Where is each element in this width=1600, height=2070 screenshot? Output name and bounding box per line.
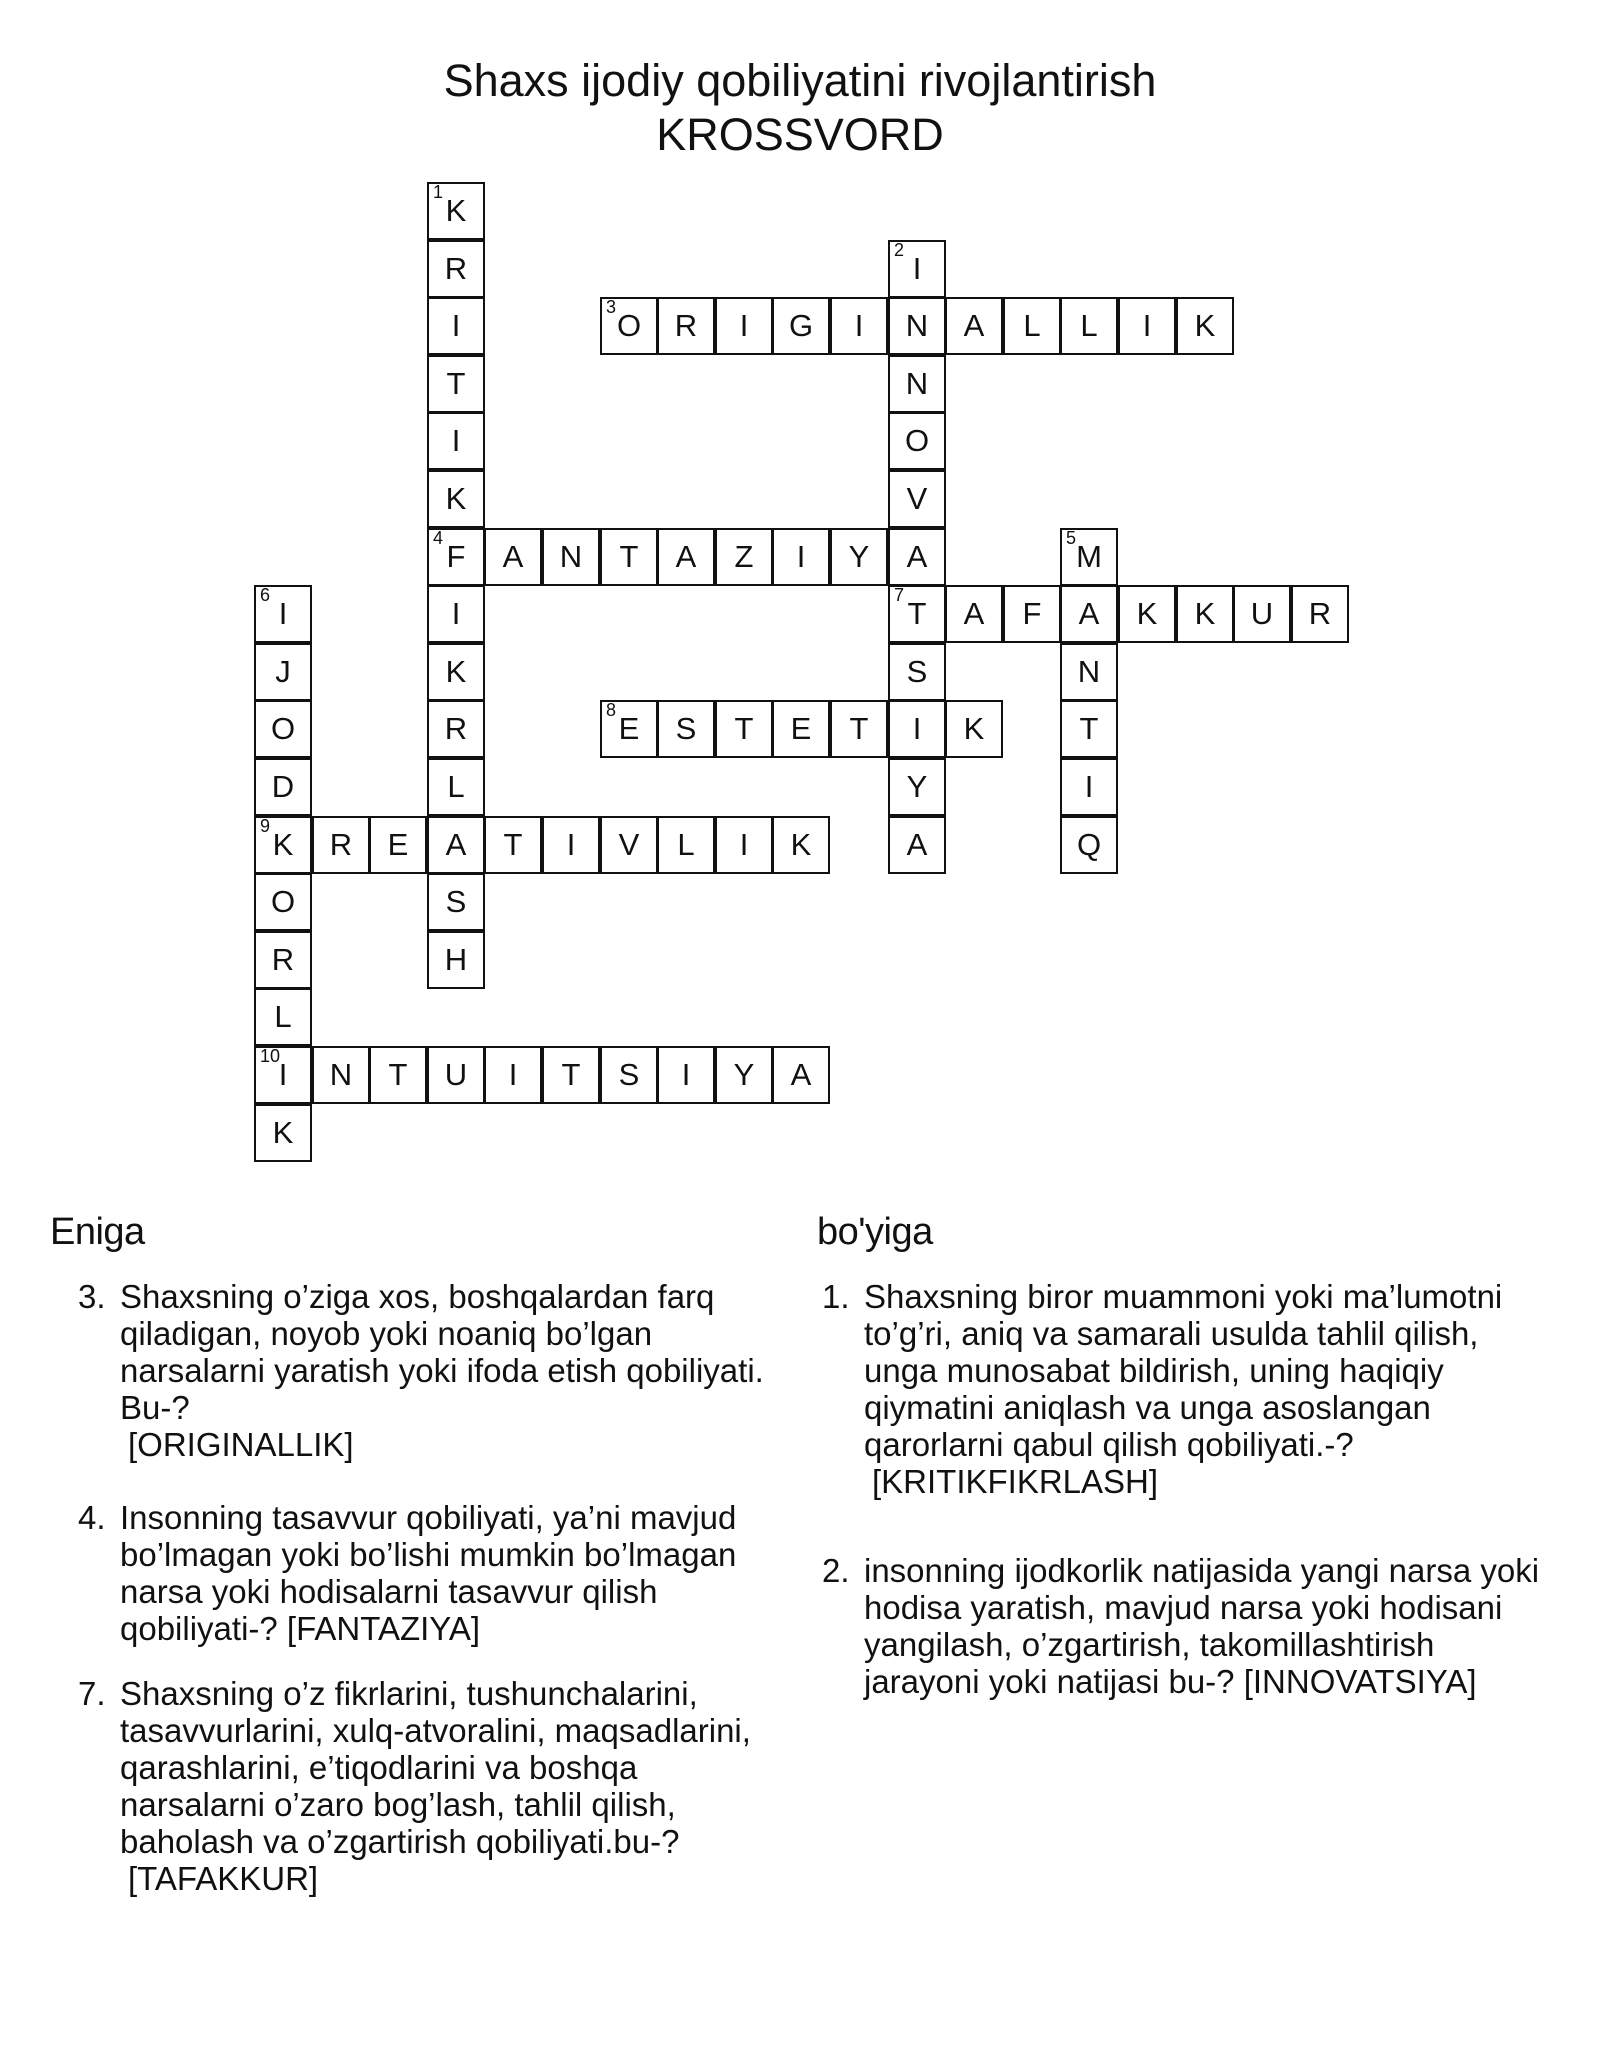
crossword-cell (600, 816, 658, 874)
crossword-cell (369, 1046, 427, 1104)
cell-letter: T (734, 711, 754, 746)
clue-number: 3. (78, 1278, 106, 1315)
cell-letter: A (445, 827, 467, 862)
cell-letter: R (444, 251, 468, 286)
crossword-cell (1118, 297, 1176, 355)
cell-letter: D (271, 769, 295, 804)
cell-letter: A (502, 539, 524, 574)
cell-letter: R (329, 827, 353, 862)
cell-letter: T (1079, 711, 1099, 746)
clue-text: insonning ijodkorlik natijasida yangi narsa yoki hodisa yaratish, mavjud narsa yoki hodisani yangilash, o’zgartirish, takomillashtirish jarayoni yoki natijasi bu-? [INNOVATSIYA] (864, 1552, 1540, 1700)
clue-answer: [KRITIKFIKRLASH] (872, 1463, 1159, 1500)
cell-letter: N (905, 366, 929, 401)
cell-letter: S (906, 654, 928, 689)
crossword-cell (427, 585, 485, 643)
cell-letter: E (387, 827, 409, 862)
crossword-cell (427, 240, 485, 298)
crossword-cell (1176, 585, 1234, 643)
cell-letter: Q (1076, 827, 1102, 862)
cell-letter: U (1250, 596, 1274, 631)
crossword-cell (427, 412, 485, 470)
crossword-cell (657, 297, 715, 355)
crossword-cell (427, 182, 485, 240)
clue-number: 7. (78, 1675, 106, 1712)
crossword-cell (1060, 758, 1118, 816)
crossword-cell (542, 528, 600, 586)
crossword-cell (1060, 816, 1118, 874)
crossword-cell (772, 528, 830, 586)
crossword-cell (945, 297, 1003, 355)
crossword-cell (484, 1046, 542, 1104)
crossword-cell (715, 816, 773, 874)
crossword-cell (830, 297, 888, 355)
cell-letter: M (1076, 539, 1102, 574)
cell-letter: E (790, 711, 812, 746)
page-title: Shaxs ijodiy qobiliyatini rivojlantirish (443, 55, 1157, 106)
crossword-cell (254, 873, 312, 931)
clue-across-4 (78, 1499, 788, 1647)
cell-letter: E (618, 711, 640, 746)
cell-number: 9 (260, 816, 271, 836)
cell-letter: K (1194, 596, 1216, 631)
cell-letter: R (1308, 596, 1332, 631)
cell-letter: O (270, 711, 296, 746)
crossword-cell (715, 297, 773, 355)
cell-letter: A (1078, 596, 1100, 631)
crossword-cell (427, 873, 485, 931)
crossword-cell (772, 816, 830, 874)
crossword-cell (427, 470, 485, 528)
cell-letter: I (1142, 308, 1152, 343)
cell-letter: I (854, 308, 864, 343)
across-clues-list (78, 1278, 788, 1933)
cell-number: 4 (433, 528, 444, 548)
crossword-cell (1060, 528, 1118, 586)
cell-letter: G (788, 308, 814, 343)
crossword-cell (1060, 700, 1118, 758)
cell-letter: K (272, 1115, 294, 1150)
cell-letter: U (444, 1057, 468, 1092)
clue-down-2 (822, 1552, 1552, 1700)
cell-number: 5 (1066, 528, 1077, 548)
crossword-cell (888, 585, 946, 643)
crossword-cell (1060, 643, 1118, 701)
crossword-cell (888, 470, 946, 528)
cell-letter: Y (848, 539, 870, 574)
clue-text: Insonning tasavvur qobiliyati, ya’ni mavjud bo’lmagan yoki bo’lishi mumkin bo’lmagan narsa yoki hodisalarni tasavvur qilish qobiliyati-? [FANTAZIYA] (120, 1499, 737, 1647)
clue-number: 2. (822, 1552, 850, 1589)
cell-letter: T (849, 711, 869, 746)
cell-letter: A (906, 539, 928, 574)
cell-letter: H (444, 942, 468, 977)
crossword-cell (369, 816, 427, 874)
crossword-cell (484, 816, 542, 874)
cell-letter: T (503, 827, 523, 862)
cell-letter: I (508, 1057, 518, 1092)
crossword-cell (715, 1046, 773, 1104)
crossword-cell (657, 1046, 715, 1104)
crossword-cell (600, 700, 658, 758)
crossword-cell (254, 988, 312, 1046)
cell-letter: I (451, 423, 461, 458)
clue-text: Shaxsning o’ziga xos, boshqalardan farq qiladigan, noyob yoki noaniq bo’lgan narsalarni yaratish yoki ifoda etish qobiliyati. Bu-? (120, 1278, 764, 1426)
cell-letter: K (963, 711, 985, 746)
cell-letter: K (272, 827, 294, 862)
crossword-cell (484, 528, 542, 586)
crossword-cell (1118, 585, 1176, 643)
clue-answer: [TAFAKKUR] (128, 1860, 319, 1897)
crossword-cell (888, 643, 946, 701)
cell-letter: T (619, 539, 639, 574)
cell-letter: A (963, 308, 985, 343)
cell-letter: I (681, 1057, 691, 1092)
down-heading: bo'yiga (817, 1211, 933, 1253)
crossword-cell (830, 528, 888, 586)
crossword-cell (657, 816, 715, 874)
cell-letter: O (616, 308, 642, 343)
crossword-cell (254, 585, 312, 643)
crossword-cell (1060, 585, 1118, 643)
cell-number: 1 (433, 182, 444, 202)
crossword-cell (1003, 585, 1061, 643)
crossword-cell (427, 931, 485, 989)
cell-number: 7 (894, 585, 905, 605)
crossword-cell (888, 355, 946, 413)
cell-letter: Z (734, 539, 754, 574)
crossword-cell (1233, 585, 1291, 643)
cell-letter: N (329, 1057, 353, 1092)
cell-letter: I (912, 711, 922, 746)
cell-letter: N (905, 308, 929, 343)
crossword-cell (254, 931, 312, 989)
crossword-cell (427, 816, 485, 874)
cell-letter: I (451, 596, 461, 631)
crossword-cell (427, 1046, 485, 1104)
crossword-cell (427, 643, 485, 701)
crossword-cell (1060, 297, 1118, 355)
crossword-cell (600, 1046, 658, 1104)
crossword-cell (254, 1046, 312, 1104)
cell-letter: V (618, 827, 640, 862)
crossword-cell (254, 1104, 312, 1162)
crossword-cell (427, 528, 485, 586)
crossword-cell (600, 528, 658, 586)
cell-number: 3 (606, 297, 617, 317)
cell-number: 8 (606, 700, 617, 720)
crossword-cell (945, 700, 1003, 758)
clue-across-3 (78, 1278, 788, 1463)
clue-across-7 (78, 1675, 788, 1897)
cell-letter: R (674, 308, 698, 343)
cell-letter: L (677, 827, 695, 862)
cell-letter: I (796, 539, 806, 574)
cell-letter: V (906, 481, 928, 516)
cell-letter: T (388, 1057, 408, 1092)
crossword-cell (312, 1046, 370, 1104)
crossword-cell (772, 700, 830, 758)
crossword-cell (542, 816, 600, 874)
cell-letter: L (274, 999, 292, 1034)
crossword-cell (888, 816, 946, 874)
crossword-cell (772, 1046, 830, 1104)
clue-number: 1. (822, 1278, 850, 1315)
cell-letter: O (904, 423, 930, 458)
cell-letter: I (451, 308, 461, 343)
crossword-cell (657, 700, 715, 758)
cell-letter: S (618, 1057, 640, 1092)
cell-letter: T (561, 1057, 581, 1092)
cell-letter: K (445, 193, 467, 228)
cell-letter: K (445, 654, 467, 689)
crossword-cell (427, 355, 485, 413)
crossword-cell (715, 700, 773, 758)
cell-letter: N (559, 539, 583, 574)
cell-letter: A (675, 539, 697, 574)
cell-letter: I (278, 1057, 288, 1092)
crossword-cell (888, 297, 946, 355)
crossword-cell (888, 240, 946, 298)
crossword-cell (1176, 297, 1234, 355)
crossword-cell (254, 758, 312, 816)
down-clues-list (822, 1278, 1552, 1736)
cell-number: 2 (894, 240, 905, 260)
crossword-cell (312, 816, 370, 874)
cell-letter: F (1022, 596, 1042, 631)
cell-letter: I (739, 308, 749, 343)
cell-letter: S (445, 884, 467, 919)
crossword-cell (427, 758, 485, 816)
across-heading: Eniga (50, 1211, 145, 1253)
cell-letter: I (566, 827, 576, 862)
cell-letter: A (790, 1057, 812, 1092)
crossword-cell (888, 758, 946, 816)
cell-letter: F (446, 539, 466, 574)
cell-letter: Y (733, 1057, 755, 1092)
clue-text: Shaxsning biror muammoni yoki ma’lumotni to’g’ri, aniq va samarali usulda tahlil qilish, unga munosabat bildirish, uning haqiqiy qiymatini aniqlash va unga asoslangan qarorlarni qabul qilish qobiliyati.-? (864, 1278, 1503, 1463)
clue-down-1 (822, 1278, 1552, 1500)
crossword-cell (888, 700, 946, 758)
cell-letter: J (275, 654, 291, 689)
page-subtitle: KROSSVORD (656, 109, 944, 160)
cell-letter: A (906, 827, 928, 862)
crossword-cell (254, 643, 312, 701)
cell-letter: O (270, 884, 296, 919)
crossword-cell (427, 700, 485, 758)
crossword-cell (254, 700, 312, 758)
cell-letter: Y (906, 769, 928, 804)
crossword-cell (427, 297, 485, 355)
crossword-cell (888, 412, 946, 470)
cell-letter: K (790, 827, 812, 862)
clue-text: Shaxsning o’z fikrlarini, tushunchalarini, tasavvurlarini, xulq-atvoralini, maqsadlarini, qarashlarini, e’tiqodlarini va boshqa narsalarni o’zaro bog’lash, tahlil qilish, baholash va o’zgartirish qobiliyati.bu-? (120, 1675, 751, 1860)
cell-letter: R (444, 711, 468, 746)
cell-number: 6 (260, 585, 271, 605)
crossword-cell (888, 528, 946, 586)
crossword-cell (1291, 585, 1349, 643)
crossword-cell (830, 700, 888, 758)
cell-letter: L (1080, 308, 1098, 343)
cell-letter: L (447, 769, 465, 804)
crossword-cell (657, 528, 715, 586)
cell-letter: I (739, 827, 749, 862)
cell-letter: R (271, 942, 295, 977)
cell-letter: I (1084, 769, 1094, 804)
clue-number: 4. (78, 1499, 106, 1536)
crossword-cell (600, 297, 658, 355)
crossword-cell (715, 528, 773, 586)
cell-letter: K (445, 481, 467, 516)
cell-letter: S (675, 711, 697, 746)
cell-letter: I (912, 251, 922, 286)
crossword-cell (945, 585, 1003, 643)
crossword-cell (542, 1046, 600, 1104)
cell-letter: L (1023, 308, 1041, 343)
cell-letter: A (963, 596, 985, 631)
cell-letter: N (1077, 654, 1101, 689)
cell-letter: K (1136, 596, 1158, 631)
cell-letter: T (446, 366, 466, 401)
clue-answer: [ORIGINALLIK] (128, 1426, 354, 1463)
crossword-cell (254, 816, 312, 874)
crossword-cell (1003, 297, 1061, 355)
cell-letter: T (907, 596, 927, 631)
cell-number: 10 (260, 1046, 281, 1066)
crossword-cell (772, 297, 830, 355)
cell-letter: I (278, 596, 288, 631)
cell-letter: K (1194, 308, 1216, 343)
